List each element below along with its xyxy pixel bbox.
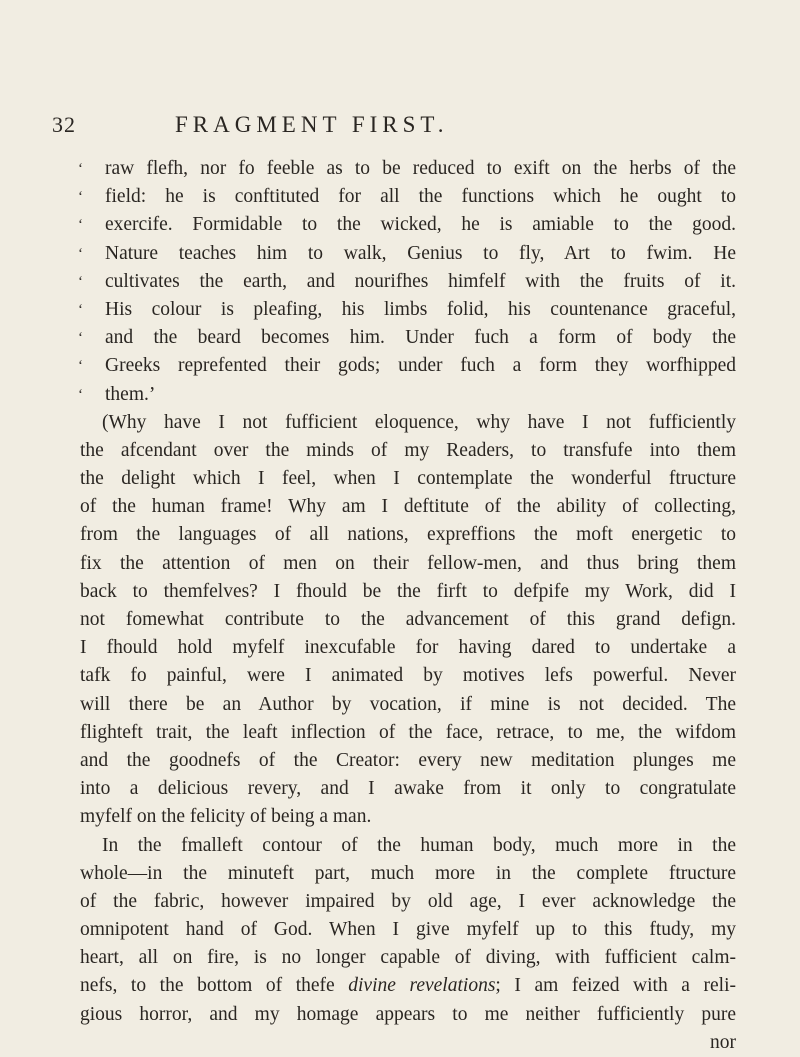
- text-line: ‘ Greeks reprefented their gods; under fuch a form they worfhipped: [80, 352, 736, 380]
- quote-mark: ‘: [78, 381, 83, 409]
- text-line: the delight which I feel, when I contemplate the wonderful ftructure: [80, 465, 736, 493]
- quote-mark: ‘: [78, 183, 83, 211]
- quote-mark: ‘: [78, 352, 83, 380]
- running-head: FRAGMENT FIRST.: [175, 112, 735, 138]
- quote-mark: ‘: [78, 296, 83, 324]
- text-line: myfelf on the felicity of being a man.: [80, 803, 736, 831]
- text-line: ‘ them.’: [80, 381, 736, 409]
- text-line: flighteft trait, the leaft inflection of the face, retrace, to me, the wifdom: [80, 719, 736, 747]
- text-line: omnipotent hand of God. When I give myfelf up to this ftudy, my: [80, 916, 736, 944]
- paragraph-eloquence: [80, 409, 736, 832]
- text-line: ‘ His colour is pleafing, his limbs folid, his countenance graceful,: [80, 296, 736, 324]
- text-line: of the human frame! Why am I deftitute of the ability of collecting,: [80, 493, 736, 521]
- quote-mark: ‘: [78, 240, 83, 268]
- text-line: In the fmalleft contour of the human body, much more in the: [80, 832, 736, 860]
- quote-mark: ‘: [78, 211, 83, 239]
- text-line: the afcendant over the minds of my Readers, to transfufe into them: [80, 437, 736, 465]
- text-line: into a delicious revery, and I awake from it only to congratulate: [80, 775, 736, 803]
- quoted-passage: [80, 155, 736, 409]
- text-line: ‘ cultivates the earth, and nourifhes himfelf with the fruits of it.: [80, 268, 736, 296]
- paragraph-human-body: [80, 832, 736, 1057]
- text-line: heart, all on fire, is no longer capable of diving, with fufficient calm-: [80, 944, 736, 972]
- text-line: and the goodnefs of the Creator: every new meditation plunges me: [80, 747, 736, 775]
- text-line: from the languages of all nations, expreffions the moft energetic to: [80, 521, 736, 549]
- text-line: ‘ raw flefh, nor fo feeble as to be reduced to exift on the herbs of the: [80, 155, 736, 183]
- text-line: ‘ field: he is conftituted for all the functions which he ought to: [80, 183, 736, 211]
- text-line: fix the attention of men on their fellow-men, and thus bring them: [80, 550, 736, 578]
- italic-phrase: divine revelations: [348, 975, 495, 996]
- text-line-emphasis: nefs, to the bottom of thefe divine revelations; I am feized with a reli-: [80, 972, 736, 1000]
- text-line: ‘ Nature teaches him to walk, Genius to fly, Art to fwim. He: [80, 240, 736, 268]
- quote-mark: ‘: [78, 155, 83, 183]
- text-line: whole—in the minuteft part, much more in the complete ftructure: [80, 860, 736, 888]
- text-line: gious horror, and my homage appears to me neither fufficiently pure: [80, 1001, 736, 1029]
- text-line: of the fabric, however impaired by old age, I ever acknowledge the: [80, 888, 736, 916]
- text-line: tafk fo painful, were I animated by motives lefs powerful. Never: [80, 662, 736, 690]
- catchword: nor: [80, 1029, 736, 1057]
- text-line: ‘ exercife. Formidable to the wicked, he is amiable to the good.: [80, 211, 736, 239]
- text-line: back to themfelves? I fhould be the firft to defpife my Work, did I: [80, 578, 736, 606]
- quote-mark: ‘: [78, 324, 83, 352]
- body-text: [80, 155, 736, 1057]
- text-line: I fhould hold myfelf inexcufable for having dared to undertake a: [80, 634, 736, 662]
- text-line: will there be an Author by vocation, if mine is not decided. The: [80, 691, 736, 719]
- text-line: (Why have I not fufficient eloquence, why have I not fufficiently: [80, 409, 736, 437]
- quote-mark: ‘: [78, 268, 83, 296]
- text-line: ‘ and the beard becomes him. Under fuch a form of body the: [80, 324, 736, 352]
- text-line: not fomewhat contribute to the advancement of this grand defign.: [80, 606, 736, 634]
- page-number: 32: [52, 112, 76, 138]
